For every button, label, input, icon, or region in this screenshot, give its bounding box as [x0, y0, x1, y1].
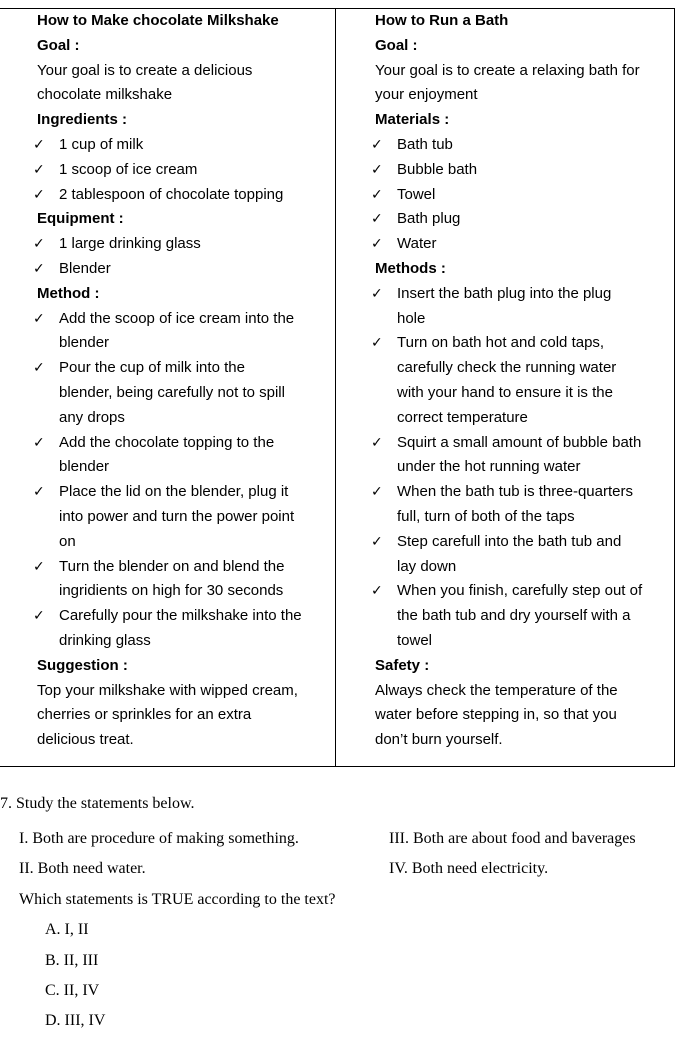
suggestion-text: delicious treat. [37, 731, 134, 749]
suggestion-text: cherries or sprinkles for an extra [37, 706, 252, 724]
list-item-continuation: carefully check the running water [397, 359, 617, 377]
list-item: ✓ Carefully pour the milkshake into the [37, 604, 332, 629]
suggestion-label: Suggestion : [37, 656, 128, 674]
safety-text: Always check the temperature of the [375, 681, 618, 699]
list-item-continuation: on [59, 532, 76, 550]
safety-text: water before stepping in, so that you [375, 706, 617, 724]
list-item: ✓ Turn the blender on and blend the [37, 555, 332, 580]
check-icon: ✓ [33, 484, 45, 501]
option-b[interactable]: B. II, III [45, 952, 99, 969]
list-item-continuation: with your hand to ensure it is the [397, 383, 613, 401]
bath-title: How to Run a Bath [375, 12, 509, 29]
list-item-continuation: blender [59, 458, 110, 476]
list-item-continuation: blender, being carefully not to spill [59, 383, 285, 401]
list-item: ✓ 1 large drinking glass [37, 232, 332, 257]
ingredients-label: Ingredients : [37, 111, 128, 129]
question-stem: 7. Study the statements below. [0, 795, 195, 812]
list-item-continuation: drinking glass [59, 631, 151, 649]
list-item-continuation: towel [397, 631, 433, 649]
list-item: ✓ Bath plug [375, 207, 675, 232]
milkshake-title: How to Make chocolate Milkshake [37, 12, 279, 29]
safety-text: don’t burn yourself. [375, 731, 503, 749]
check-icon: ✓ [33, 236, 45, 253]
check-icon: ✓ [33, 558, 45, 575]
check-icon: ✓ [371, 236, 383, 253]
check-icon: ✓ [371, 533, 383, 550]
check-icon: ✓ [371, 285, 383, 302]
list-item: ✓ 1 scoop of ice cream [37, 158, 332, 183]
check-icon: ✓ [371, 583, 383, 600]
list-item-continuation: ingridients on high for 30 seconds [59, 582, 284, 600]
check-icon: ✓ [33, 434, 45, 451]
list-item: ✓ Water [375, 232, 675, 257]
safety-label: Safety : [375, 656, 430, 674]
list-item-continuation: full, turn of both of the taps [397, 507, 575, 525]
list-item: ✓ Towel [375, 183, 675, 208]
list-item: ✓ Place the lid on the blender, plug it [37, 480, 332, 505]
suggestion-text: Top your milkshake with wipped cream, [37, 681, 298, 699]
materials-label: Materials : [375, 111, 450, 129]
check-icon: ✓ [371, 484, 383, 501]
milkshake-goal-label: Goal : [37, 36, 80, 54]
list-item-continuation: any drops [59, 408, 125, 426]
list-item-continuation: into power and turn the power point [59, 507, 295, 525]
list-item: ✓ When the bath tub is three-quarters [375, 480, 675, 505]
check-icon: ✓ [371, 136, 383, 153]
check-icon: ✓ [371, 161, 383, 178]
check-icon: ✓ [33, 186, 45, 203]
list-item: ✓ Step carefull into the bath tub and [375, 530, 675, 555]
list-item-continuation: lay down [397, 557, 457, 575]
check-icon: ✓ [371, 434, 383, 451]
bath-column [371, 9, 675, 753]
list-item-continuation: under the hot running water [397, 458, 581, 476]
list-item: ✓ 1 cup of milk [37, 133, 332, 158]
bath-goal-text: your enjoyment [375, 86, 478, 104]
list-item-continuation: hole [397, 309, 426, 327]
list-item: ✓ Bubble bath [375, 158, 675, 183]
list-item: ✓ Turn on bath hot and cold taps, [375, 331, 675, 356]
list-item: ✓ Blender [37, 257, 332, 282]
milkshake-column [33, 9, 332, 753]
list-item: ✓ Pour the cup of milk into the [37, 356, 332, 381]
check-icon: ✓ [33, 608, 45, 625]
list-item: ✓ Insert the bath plug into the plug [375, 282, 675, 307]
list-item-continuation: blender [59, 334, 110, 352]
statement-2: II. Both need water. [19, 860, 146, 877]
method-label: Method : [37, 284, 100, 302]
milkshake-goal-text: Your goal is to create a delicious [37, 61, 253, 79]
list-item: ✓ 2 tablespoon of chocolate topping [37, 183, 332, 208]
statement-1: I. Both are procedure of making something. [19, 830, 299, 847]
column-divider [335, 9, 336, 766]
check-icon: ✓ [371, 335, 383, 352]
list-item: ✓ Bath tub [375, 133, 675, 158]
option-c[interactable]: C. II, IV [45, 982, 100, 999]
statement-3: III. Both are about food and baverages [389, 830, 636, 847]
list-item-continuation: the bath tub and dry yourself with a [397, 607, 631, 625]
check-icon: ✓ [33, 161, 45, 178]
check-icon: ✓ [33, 260, 45, 277]
list-item: ✓ Add the chocolate topping to the [37, 431, 332, 456]
list-item: ✓ When you finish, carefully step out of [375, 579, 675, 604]
list-item: ✓ Add the scoop of ice cream into the [37, 307, 332, 332]
check-icon: ✓ [33, 360, 45, 377]
bath-goal-text: Your goal is to create a relaxing bath for [375, 61, 640, 79]
statement-4: IV. Both need electricity. [389, 860, 549, 877]
option-a[interactable]: A. I, II [45, 921, 89, 938]
milkshake-goal-text: chocolate milkshake [37, 86, 173, 104]
option-d[interactable]: D. III, IV [45, 1012, 106, 1029]
check-icon: ✓ [33, 136, 45, 153]
check-icon: ✓ [371, 186, 383, 203]
equipment-label: Equipment : [37, 210, 124, 228]
procedure-table [0, 8, 675, 767]
list-item: ✓ Squirt a small amount of bubble bath [375, 431, 675, 456]
check-icon: ✓ [371, 211, 383, 228]
bath-goal-label: Goal : [375, 36, 418, 54]
list-item-continuation: correct temperature [397, 408, 528, 426]
check-icon: ✓ [33, 310, 45, 327]
question-prompt: Which statements is TRUE according to the text? [19, 891, 336, 908]
methods-label: Methods : [375, 259, 446, 277]
